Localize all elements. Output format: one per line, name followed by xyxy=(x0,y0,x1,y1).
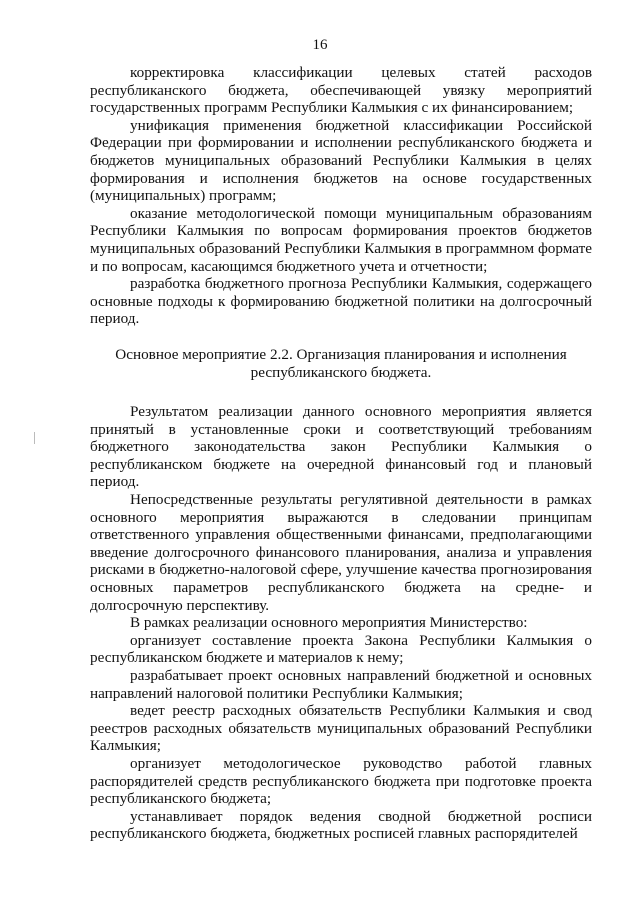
paragraph: разработка бюджетного прогноза Республики Калмыкия, содержащего основные подходы к формированию бюджетной политики на долгосрочный период. xyxy=(90,275,592,328)
paragraph: оказание методологической помощи муниципальным образованиям Республики Калмыкия по вопросам формирования проектов бюджетов муниципальных образований Республики Калмыкия в программном формате и по вопросам, касающимся бюджетного учета и отчетности; xyxy=(90,204,592,275)
paragraph: корректировка классификации целевых статей расходов республиканского бюджета, обеспечивающей увязку мероприятий государственных программ Республики Калмыкия с их финансированием; xyxy=(90,64,592,117)
intro-paragraphs xyxy=(90,64,592,328)
spacer xyxy=(90,328,592,346)
paragraph: организует методологическое руководство работой главных распорядителей средств республиканского бюджета при подготовке проекта республиканского бюджета; xyxy=(90,754,592,808)
section-paragraphs xyxy=(90,403,592,843)
scan-margin-mark xyxy=(34,432,35,444)
document-body xyxy=(90,64,592,843)
page-number: 16 xyxy=(312,37,328,53)
paragraph: Непосредственные результаты регулятивной деятельности в рамках основного мероприятия выражаются в следовании принципам ответственного управления общественными финансами, предполагающими введение долгосрочного финансового планирования, анализа и управления рисками в бюджетно-налоговой сфере, улучшение качества прогнозирования основных параметров республиканского бюджета на средне- и долгосрочную перспективу. xyxy=(90,491,592,614)
section-heading-line-2: республиканского бюджета. xyxy=(250,363,432,381)
section-heading-line-1: Основное мероприятие 2.2. Организация планирования и исполнения xyxy=(115,345,567,363)
section-heading xyxy=(90,346,592,381)
paragraph: Результатом реализации данного основного мероприятия является принятый в установленные сроки и соответствующий требованиям бюджетного законодательства закон Республики Калмыкия о республиканском бюджете на очередной финансовый год и плановый период. xyxy=(90,403,592,491)
paragraph: унификация применения бюджетной классификации Российской Федерации при формировании и исполнении республиканского бюджета и бюджетов муниципальных образований Республики Калмыкия в целях формирования и исполнения бюджетов на основе государственных (муниципальных) программ; xyxy=(90,116,592,205)
paragraph: В рамках реализации основного мероприятия Министерство: xyxy=(130,614,528,632)
paragraph: устанавливает порядок ведения сводной бюджетной росписи республиканского бюджета, бюджетных росписей главных распорядителей xyxy=(90,807,592,843)
spacer xyxy=(90,381,592,403)
paragraph: организует составление проекта Закона Республики Калмыкия о республиканском бюджете и материалов к нему; xyxy=(90,631,592,667)
paragraph: разрабатывает проект основных направлений бюджетной и основных направлений налоговой политики Республики Калмыкия; xyxy=(90,667,592,702)
paragraph: ведет реестр расходных обязательств Республики Калмыкия и свод реестров расходных обязательств муниципальных образований Республики Калмыкия; xyxy=(90,702,592,755)
